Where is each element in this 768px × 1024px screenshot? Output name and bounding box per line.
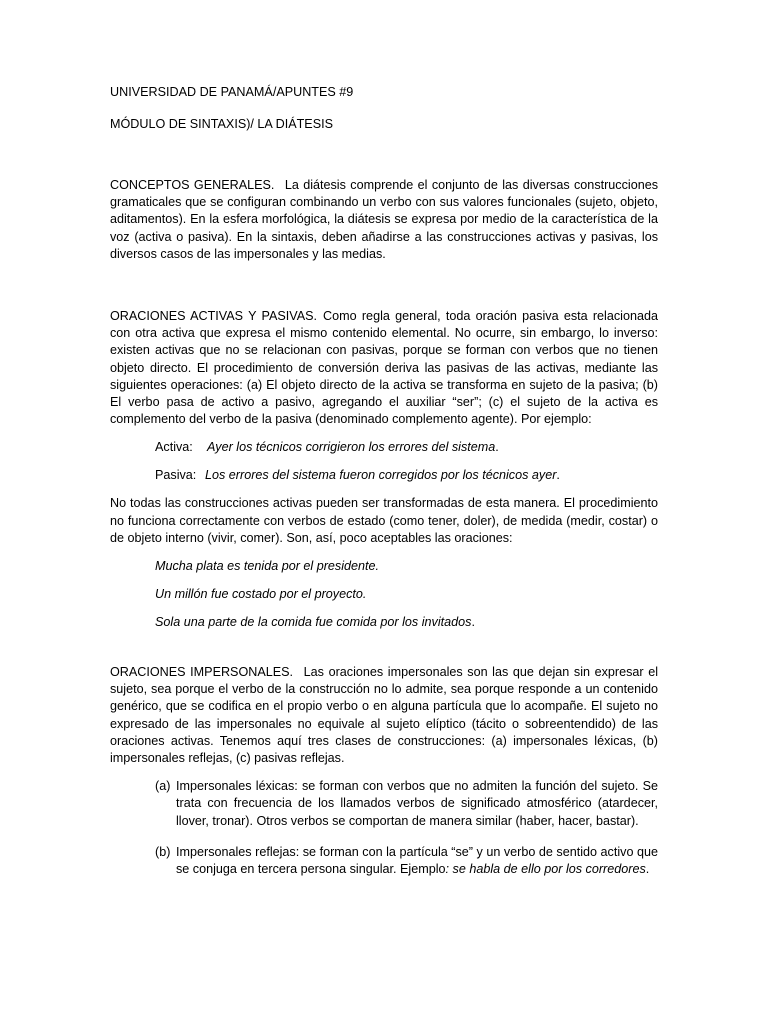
- list-item-b-example: : se habla de ello por los corredores: [445, 862, 646, 877]
- example-pasiva: [155, 467, 658, 484]
- activas-text: Como regla general, toda oración pasiva esta relacionada con otra activa que expresa el mismo contenido elemental. No ocurre, sin embargo, lo inverso: existen activas que no se relacionan con pasivas, porque se forman con verbos que no tienen objeto directo. El procedimiento de conversión deriva las pasivas de las activas, mediante las siguientes operaciones: (a) El objeto directo de la activa se transforma en sujeto de la pasiva; (b) El verbo pasa de activo a pasivo, agregando el auxiliar “ser”; (c) el sujeto de la activa es complemento del verbo de la pasiva (denominado complemento agente). Por ejemplo:: [110, 309, 658, 427]
- document-page: [110, 84, 658, 878]
- list-item-b: [155, 844, 658, 878]
- conceptos-text: La diátesis comprende el conjunto de las diversas construcciones gramaticales que se configuran combinando un verbo con sus valores funcionales (sujeto, objeto, aditamentos). En la esfera morfológica, la diátesis se expresa por medio de la característica de la voz (activa o pasiva). En la sintaxis, deben añadirse a las construcciones activas y pasivas, los diversos casos de las impersonales y las medias.: [110, 178, 659, 261]
- example-pasiva-text: Los errores del sistema fueron corregidos por los técnicos ayer: [205, 468, 557, 483]
- example-sentence-3: [155, 614, 658, 631]
- impersonales-heading: ORACIONES IMPERSONALES.: [110, 665, 294, 680]
- conceptos-heading: CONCEPTOS GENERALES.: [110, 178, 275, 192]
- impersonales-paragraph: [110, 664, 658, 767]
- example-activa-end: .: [495, 440, 499, 455]
- document-header-line-2: MÓDULO DE SINTAXIS)/ LA DIÁTESIS: [110, 117, 334, 131]
- impersonales-text: Las oraciones impersonales son las que dejan sin expresar el sujeto, sea porque el verbo de la construcción no lo admite, sea porque responde a un contenido genérico, que se codifica en el propio verbo o en alguna partícula que lo acompañe. El sujeto no expresado de las impersonales no equivale al sujeto elíptico (tácito o sobreentendido) de las oraciones activas. Tenemos aquí tres clases de construcciones: (a) impersonales léxicas, (b) impersonales reflejas, (c) pasivas reflejas.: [110, 665, 659, 766]
- list-item-b-marker: (b): [155, 844, 171, 859]
- list-item-b-text: Impersonales reflejas: se forman con la partícula “se” y un verbo de sentido activo que se conjuga en tercera persona singular. Ejemplo: [176, 844, 658, 877]
- list-item-a-marker: (a): [155, 779, 171, 794]
- example-pasiva-end: .: [556, 468, 560, 483]
- activas-paragraph-2: No todas las construcciones activas pueden ser transformadas de esta manera. El procedimiento no funciona correctamente con verbos de estado (como tener, doler), de medida (medir, costar) o de objeto interno (vivir, comer). Son, así, poco aceptables las oraciones:: [110, 496, 658, 545]
- list-item-a: [155, 778, 658, 830]
- example-sentence-2: Un millón fue costado por el proyecto.: [155, 587, 367, 602]
- conceptos-paragraph: [110, 177, 658, 263]
- list-item-b-end: .: [645, 862, 650, 877]
- example-activa-label: Activa:: [155, 440, 193, 455]
- document-header-line-1: UNIVERSIDAD DE PANAMÁ/APUNTES #9: [110, 85, 354, 99]
- example-sentence-3-text: Sola una parte de la comida fue comida por los invitados: [155, 615, 472, 630]
- example-sentence-1: Mucha plata es tenida por el presidente.: [155, 559, 380, 574]
- example-pasiva-label: Pasiva:: [155, 468, 197, 483]
- list-item-a-text: Impersonales léxicas: se forman con verbos que no admiten la función del sujeto. Se trata con frecuencia de los llamados verbos de significado atmosférico (atardecer, llover, tronar). Otros verbos se comportan de manera similar (haber, hacer, bastar).: [176, 779, 658, 828]
- example-sentence-3-end: .: [471, 615, 475, 630]
- example-activa-text: Ayer los técnicos corrigieron los errores del sistema: [207, 440, 496, 455]
- activas-paragraph: [110, 308, 658, 428]
- activas-heading: ORACIONES ACTIVAS Y PASIVAS.: [110, 309, 318, 324]
- example-activa: [155, 439, 658, 456]
